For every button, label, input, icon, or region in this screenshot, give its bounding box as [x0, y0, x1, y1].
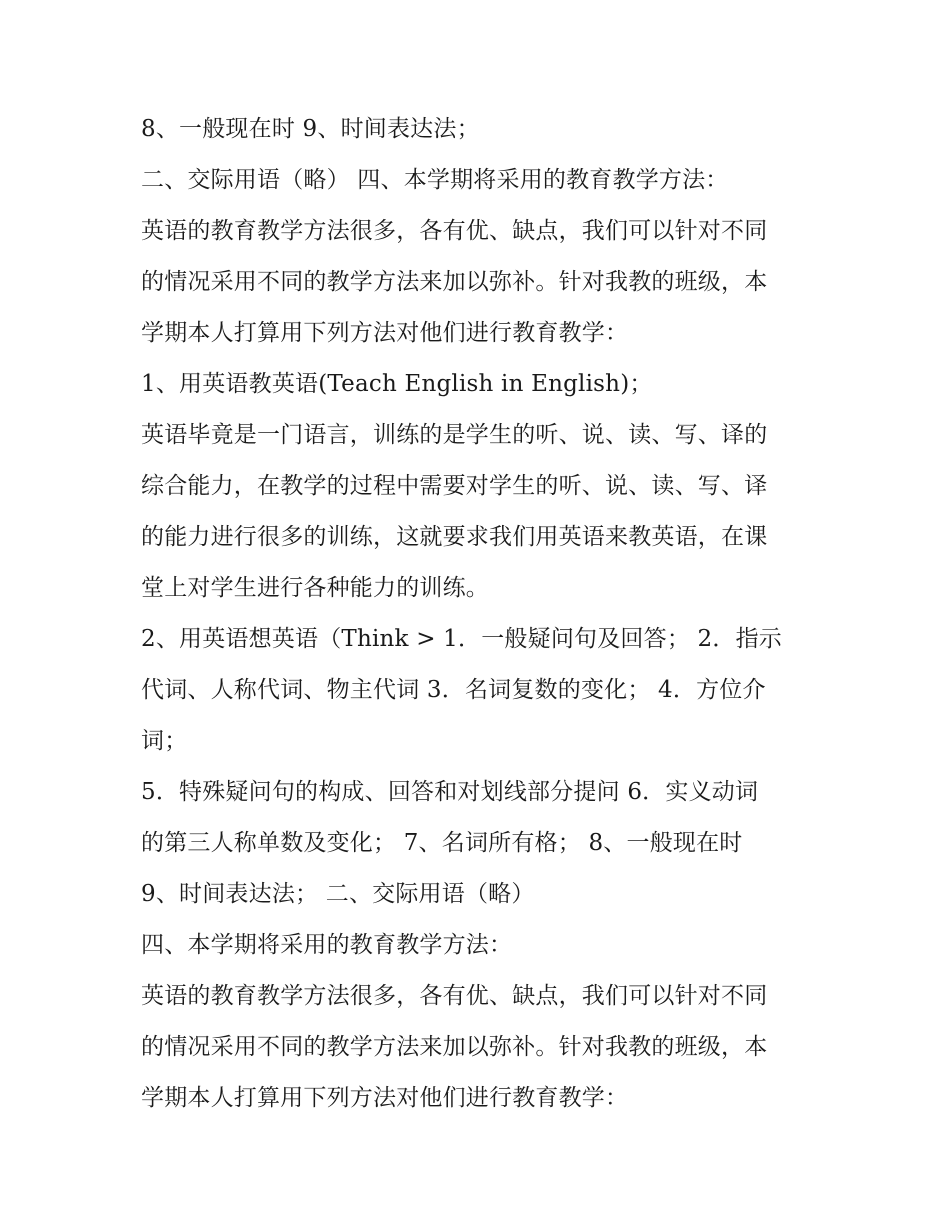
text-line: 英语的教育教学方法很多，各有优、缺点，我们可以针对不同: [141, 218, 768, 244]
document-body: [141, 104, 821, 1124]
text-line: 1、用英语教英语(Teach English in English)；: [141, 371, 653, 397]
text-line: 二、交际用语（略） 四、本学期将采用的教育教学方法：: [141, 167, 729, 193]
text-line: 英语的教育教学方法很多，各有优、缺点，我们可以针对不同: [141, 983, 768, 1009]
text-line: 学期本人打算用下列方法对他们进行教育教学：: [141, 320, 629, 346]
text-line: 学期本人打算用下列方法对他们进行教育教学：: [141, 1085, 629, 1111]
text-line: 堂上对学生进行各种能力的训练。: [141, 575, 489, 601]
text-line: 2、用英语想英语（Think > 1．一般疑问句及回答； 2．指示: [141, 626, 782, 652]
text-line: 的第三人称单数及变化； 7、名词所有格； 8、一般现在时: [141, 830, 743, 856]
text-line: 9、时间表达法； 二、交际用语（略）: [141, 881, 535, 907]
text-line: 综合能力，在教学的过程中需要对学生的听、说、读、写、译: [141, 473, 768, 499]
text-line: 8、一般现在时 9、时间表达法；: [141, 116, 480, 142]
text-line: 词；: [141, 728, 188, 754]
text-line: 四、本学期将采用的教育教学方法：: [141, 932, 513, 958]
text-line: 的情况采用不同的教学方法来加以弥补。针对我教的班级，本: [141, 269, 768, 295]
text-line: 代词、人称代词、物主代词 3．名词复数的变化； 4．方位介: [141, 677, 766, 703]
text-line: 英语毕竟是一门语言，训练的是学生的听、说、读、写、译的: [141, 422, 768, 448]
text-line: 的能力进行很多的训练，这就要求我们用英语来教英语，在课: [141, 524, 768, 550]
text-line: 5．特殊疑问句的构成、回答和对划线部分提问 6．实义动词: [141, 779, 759, 805]
text-line: 的情况采用不同的教学方法来加以弥补。针对我教的班级，本: [141, 1034, 768, 1060]
